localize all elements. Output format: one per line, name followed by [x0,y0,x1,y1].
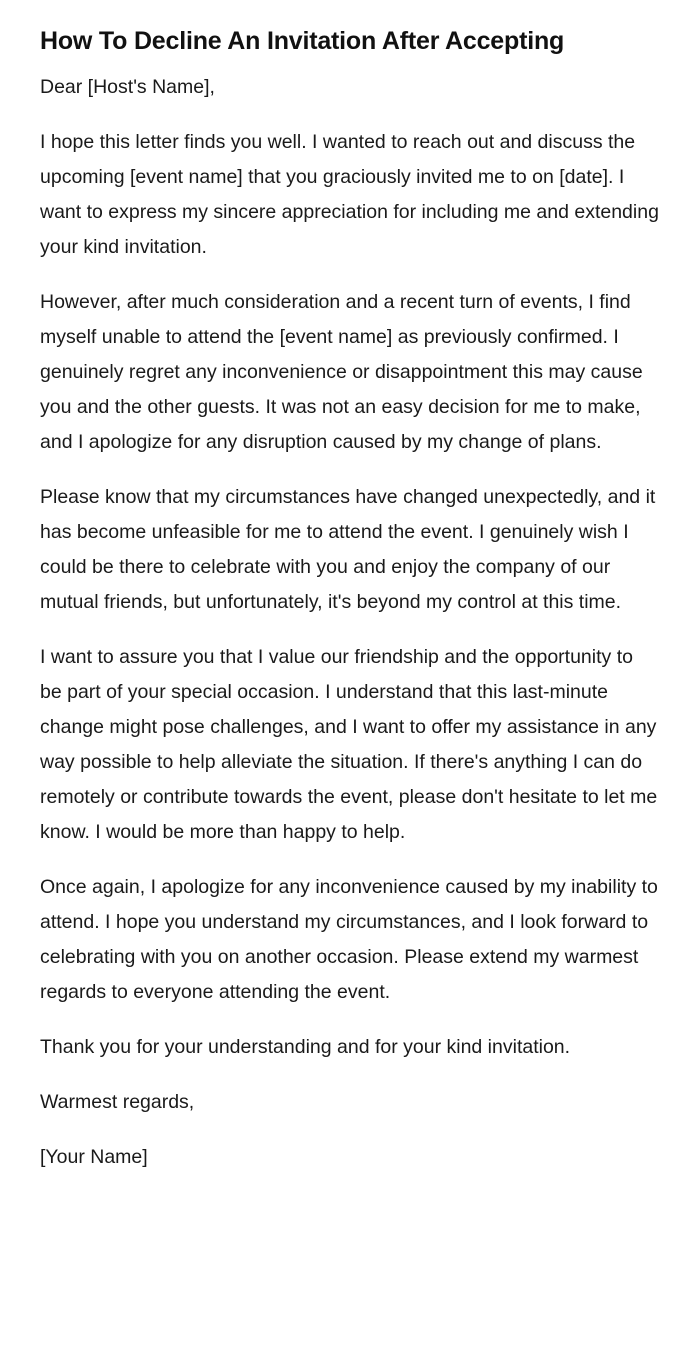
body-paragraph-5: Once again, I apologize for any inconvenience caused by my inability to attend. I hope you understand my circumstances, and I look forward to celebrating with you on another occasion. Please extend my warmest regards to everyone attending the event. [40,876,658,1003]
letter-title: How To Decline An Invitation After Accepting [40,27,565,55]
body-paragraph-1: I hope this letter finds you well. I wanted to reach out and discuss the upcoming [event name] that you graciously invited me to on [date]. I want to express my sincere appreciation for including me and extending your kind invitation. [40,131,659,258]
closing: Warmest regards, [40,1091,195,1113]
body-paragraph-6: Thank you for your understanding and for your kind invitation. [40,1036,571,1058]
body-paragraph-4: I want to assure you that I value our friendship and the opportunity to be part of your special occasion. I understand that this last-minute change might pose challenges, and I want to offer my assistance in any way possible to help alleviate the situation. If there's anything I can do remotely or contribute towards the event, please don't hesitate to let me know. I would be more than happy to help. [40,646,658,843]
signature: [Your Name] [40,1146,148,1168]
salutation: Dear [Host's Name], [40,76,215,98]
body-paragraph-2: However, after much consideration and a recent turn of events, I find myself unable to attend the [event name] as previously confirmed. I genuinely regret any inconvenience or disappointment this may cause you and the other guests. It was not an easy decision for me to make, and I apologize for any disruption caused by my change of plans. [40,291,643,453]
body-paragraph-3: Please know that my circumstances have changed unexpectedly, and it has become unfeasible for me to attend the event. I genuinely wish I could be there to celebrate with you and enjoy the company of our mutual friends, but unfortunately, it's beyond my control at this time. [40,486,656,613]
